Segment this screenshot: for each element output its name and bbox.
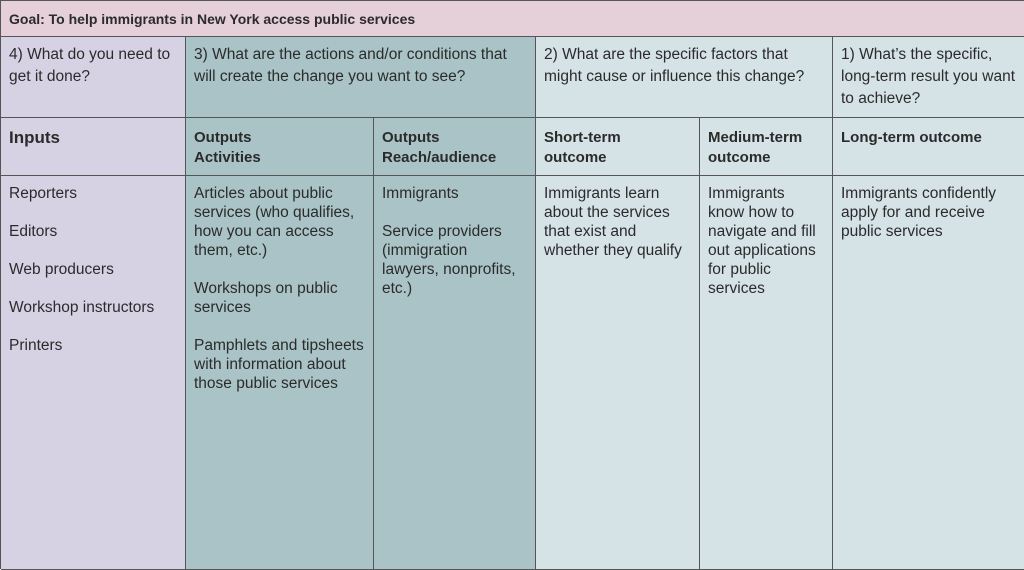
header-reach (374, 118, 536, 176)
question-4-text: 4) What do you need to get it done? (9, 46, 171, 85)
header-reach-line2: Reach/audience (382, 149, 497, 166)
short-term-cell (536, 176, 700, 570)
header-short-line2: outcome (544, 149, 607, 166)
question-1-text: 1) What’s the specific, long-term result you want to achieve? (841, 46, 1016, 107)
header-short-term (536, 118, 700, 176)
reach-cell (374, 176, 536, 570)
input-item: Printers (9, 337, 63, 354)
short-term-text: Immigrants learn about the services that exist and whether they qualify (544, 185, 682, 259)
question-short-medium (536, 37, 833, 118)
header-short-line1: Short-term (544, 129, 621, 146)
activity-item: Pamphlets and tipsheets with information about those public services (194, 337, 364, 392)
header-inputs-label: Inputs (9, 128, 60, 147)
medium-term-text: Immigrants know how to navigate and fill out applications for public services (708, 185, 816, 297)
input-item: Editors (9, 223, 58, 240)
question-3-text: 3) What are the actions and/or conditions that will create the change you want to see? (194, 46, 507, 85)
activities-cell (186, 176, 374, 570)
input-item: Reporters (9, 185, 78, 202)
question-inputs (1, 37, 186, 118)
header-activities-line2: Activities (194, 149, 261, 166)
reach-item: Service providers (immigration lawyers, nonprofits, etc.) (382, 223, 516, 297)
goal-text: Goal: To help immigrants in New York access public services (9, 11, 416, 27)
reach-item: Immigrants (382, 185, 459, 202)
activity-item: Workshops on public services (194, 280, 338, 316)
inputs-cell (1, 176, 186, 570)
header-activities (186, 118, 374, 176)
goal-banner (1, 1, 1024, 37)
header-medium-line2: outcome (708, 149, 771, 166)
question-2-text: 2) What are the specific factors that might cause or influence this change? (544, 46, 805, 85)
header-long-label: Long-term outcome (841, 129, 982, 146)
header-long-term (833, 118, 1024, 176)
long-term-text: Immigrants confidently apply for and receive public services (841, 185, 997, 240)
activity-item: Articles about public services (who qualifies, how you can access them, etc.) (194, 185, 355, 259)
medium-term-cell (700, 176, 833, 570)
input-item: Web producers (9, 261, 114, 278)
header-activities-line1: Outputs (194, 129, 252, 146)
header-inputs (1, 118, 186, 176)
input-item: Workshop instructors (9, 299, 155, 316)
header-medium-term (700, 118, 833, 176)
question-outputs (186, 37, 536, 118)
header-medium-line1: Medium-term (708, 129, 803, 146)
long-term-cell (833, 176, 1024, 570)
header-reach-line1: Outputs (382, 129, 440, 146)
question-long-term (833, 37, 1024, 118)
